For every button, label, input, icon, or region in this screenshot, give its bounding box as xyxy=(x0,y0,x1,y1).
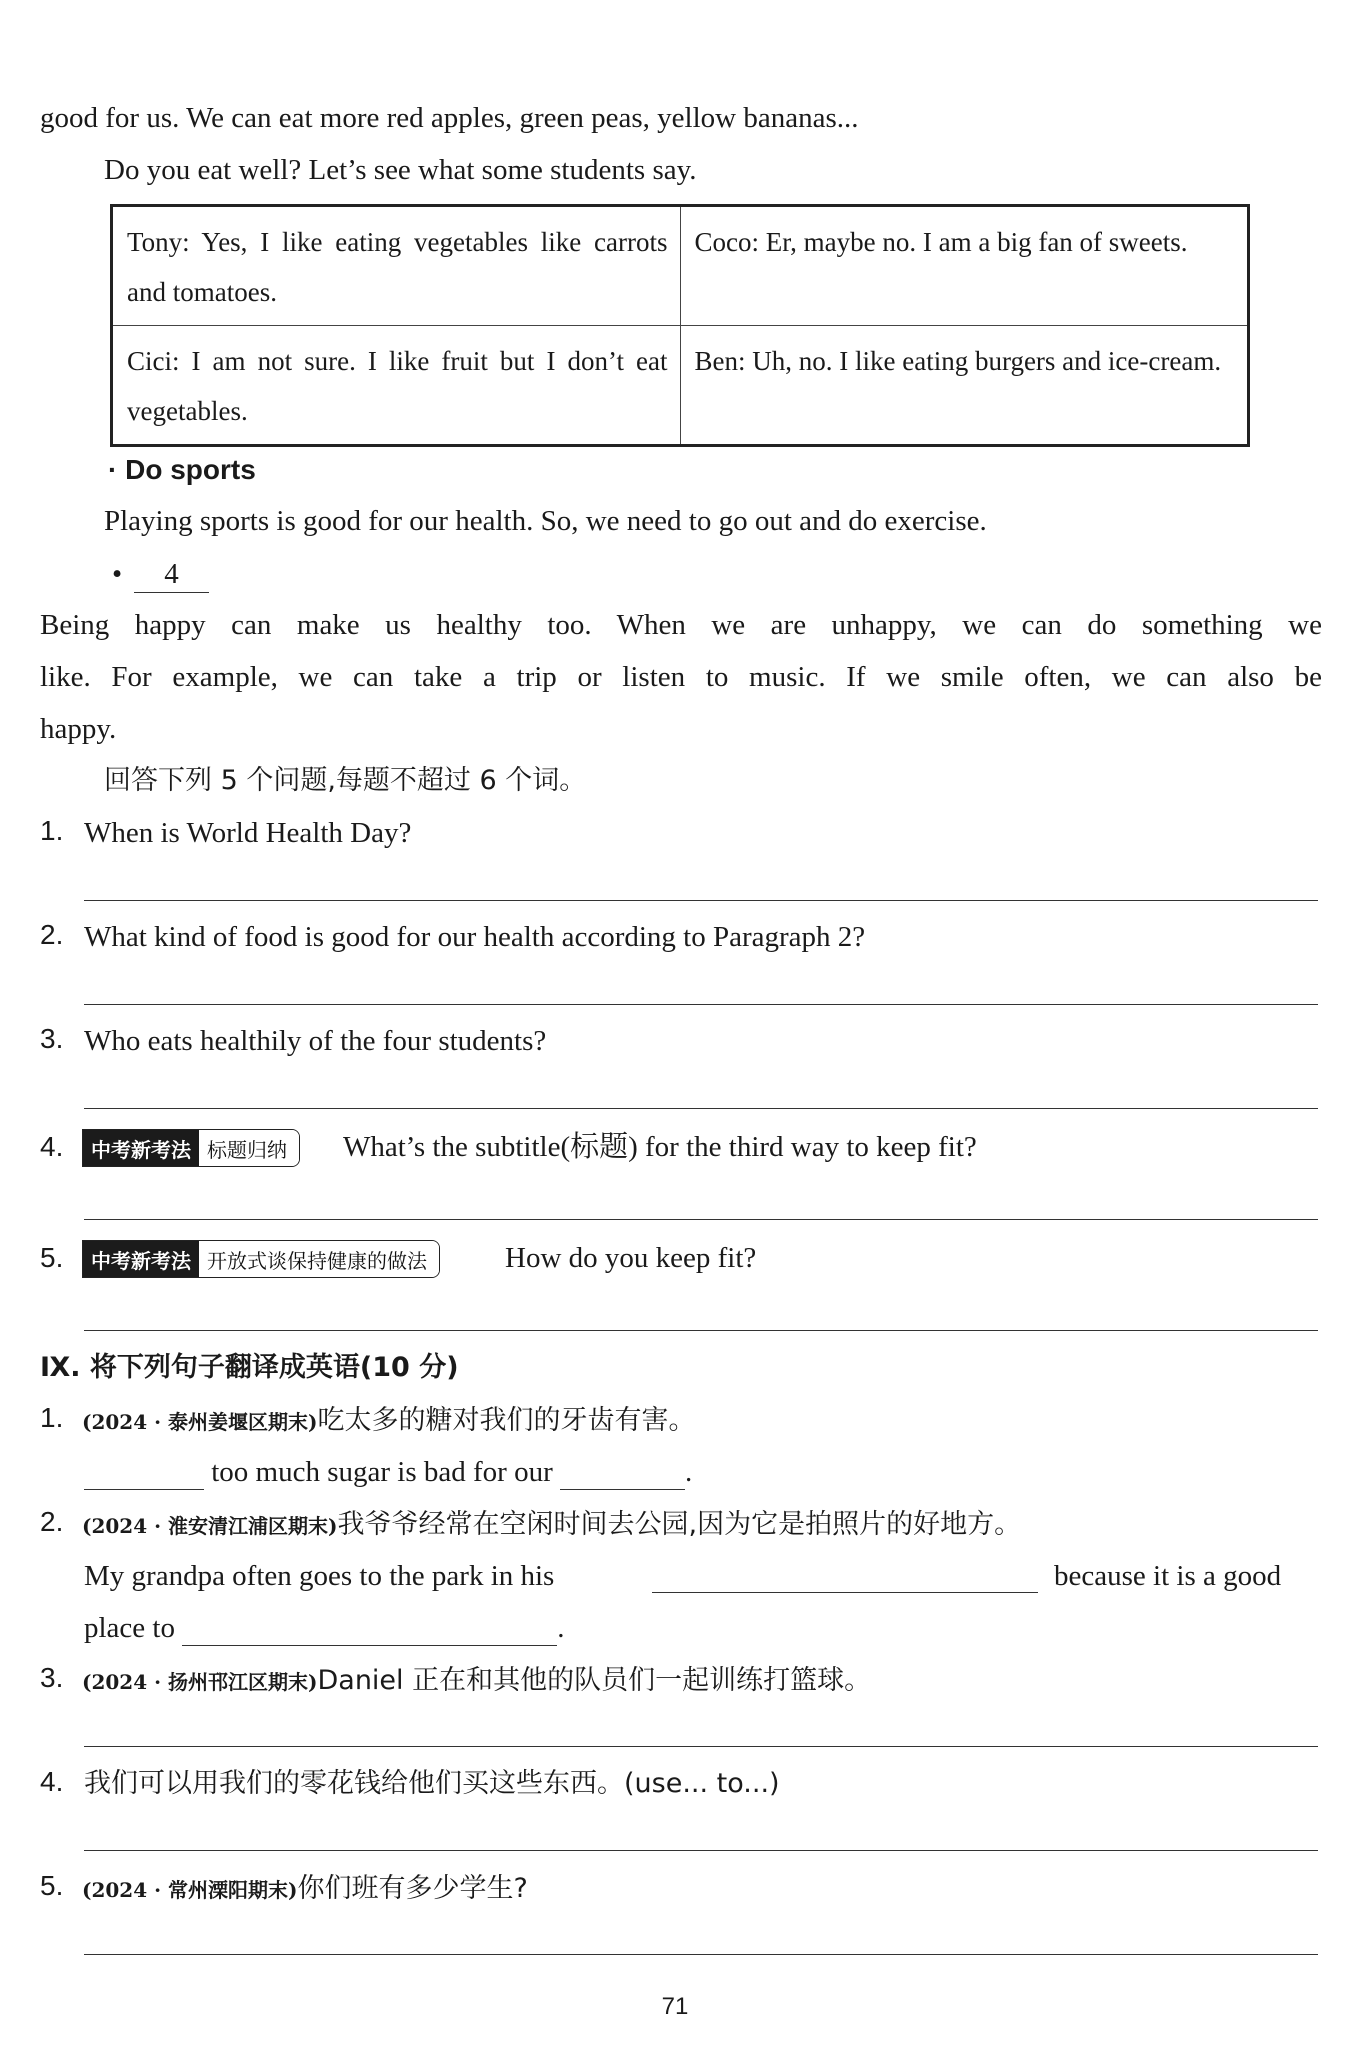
answer-line-5[interactable] xyxy=(84,1330,1318,1331)
sentence-end: . xyxy=(557,1612,565,1644)
translation-4-prompt: 我们可以用我们的零花钱给他们买这些东西。(use... to...) xyxy=(84,1768,780,1799)
answer-line-translation-4[interactable] xyxy=(84,1850,1318,1851)
answer-line-3[interactable] xyxy=(84,1108,1318,1109)
blank-4[interactable]: 4 xyxy=(134,556,209,593)
sentence-end: . xyxy=(685,1456,693,1488)
happy-line-2: like. For example, we can take a trip or listen to music. If we smile often, we can also be xyxy=(40,661,1322,693)
source-label: (2024 · 泰州姜堰区期末) xyxy=(82,1410,318,1434)
table-cell-coco: Coco: Er, maybe no. I am a big fan of sweets. xyxy=(680,206,1249,326)
tag-label-light: 标题归纳 xyxy=(199,1130,299,1166)
answer-line-4[interactable] xyxy=(84,1219,1318,1220)
chinese-sentence: 吃太多的糖对我们的牙齿有害。 xyxy=(317,1405,696,1436)
bullet-4: • xyxy=(112,558,123,590)
question-2-number: 2. xyxy=(40,919,64,950)
table-cell-ben: Ben: Uh, no. I like eating burgers and ice-cream. xyxy=(680,326,1249,446)
question-3-text: Who eats healthily of the four students? xyxy=(84,1025,547,1057)
translation-4-number: 4. xyxy=(40,1766,64,1797)
question-4-number: 4. xyxy=(40,1131,64,1162)
translation-1-prompt xyxy=(82,1402,695,1440)
translation-2-prompt xyxy=(82,1506,1021,1544)
passage-line-top: good for us. We can eat more red apples, green peas, yellow bananas... xyxy=(40,102,859,134)
answer-line-2[interactable] xyxy=(84,1004,1318,1005)
tag-label-light: 开放式谈保持健康的做法 xyxy=(199,1241,439,1277)
translation-2-part-a: My grandpa often goes to the park in his xyxy=(84,1560,555,1592)
table-cell-cici: Cici: I am not sure. I like fruit but I don’t eat vegetables. xyxy=(112,326,681,446)
answer-line-translation-3[interactable] xyxy=(84,1746,1318,1747)
page-number: 71 xyxy=(661,1993,689,2020)
table-cell-tony: Tony: Yes, I like eating vegetables like carrots and tomatoes. xyxy=(112,206,681,326)
answer-line-translation-5[interactable] xyxy=(84,1954,1318,1955)
question-3-number: 3. xyxy=(40,1023,64,1054)
passage-question-line: Do you eat well? Let’s see what some students say. xyxy=(104,154,697,186)
question-5-number: 5. xyxy=(40,1242,64,1273)
question-2-text: What kind of food is good for our health according to Paragraph 2? xyxy=(84,921,866,953)
translation-2-number: 2. xyxy=(40,1506,64,1537)
table-row xyxy=(112,206,1249,326)
table-row xyxy=(112,326,1249,446)
english-fragment: place to xyxy=(84,1612,175,1644)
source-label: (2024 · 淮安清江浦区期末) xyxy=(82,1514,338,1538)
answer-blank[interactable] xyxy=(652,1592,1038,1593)
sports-heading: · Do sports xyxy=(108,454,256,485)
chinese-sentence: Daniel 正在和其他的队员们一起训练打篮球。 xyxy=(317,1665,872,1696)
translation-2-part-c-line xyxy=(84,1610,564,1646)
new-exam-tag-4 xyxy=(82,1129,300,1167)
chinese-sentence: 你们班有多少学生? xyxy=(297,1873,528,1904)
answer-blank[interactable] xyxy=(560,1461,685,1490)
answer-blank[interactable] xyxy=(84,1461,204,1490)
sports-text: Playing sports is good for our health. So, we need to go out and do exercise. xyxy=(104,505,987,537)
translation-2-part-b: because it is a good xyxy=(1054,1560,1282,1592)
translation-5-number: 5. xyxy=(40,1870,64,1901)
translation-1-number: 1. xyxy=(40,1402,64,1433)
question-1-number: 1. xyxy=(40,815,64,846)
section-9-heading: Ⅸ. 将下列句子翻译成英语(10 分) xyxy=(40,1352,459,1383)
answer-line-1[interactable] xyxy=(84,900,1318,901)
translation-1-answer xyxy=(84,1454,692,1490)
translation-5-prompt xyxy=(82,1870,528,1908)
english-fragment: too much sugar is bad for our xyxy=(211,1456,553,1488)
question-1-text: When is World Health Day? xyxy=(84,817,412,849)
question-5-text: How do you keep fit? xyxy=(505,1242,757,1274)
source-label: (2024 · 常州溧阳期末) xyxy=(82,1878,298,1902)
chinese-sentence: 我爷爷经常在空闲时间去公园,因为它是拍照片的好地方。 xyxy=(337,1509,1022,1540)
instructions: 回答下列 5 个问题,每题不超过 6 个词。 xyxy=(104,765,587,796)
tag-label-dark: 中考新考法 xyxy=(83,1130,199,1166)
tag-label-dark: 中考新考法 xyxy=(83,1241,199,1277)
new-exam-tag-5 xyxy=(82,1240,440,1278)
happy-line-1: Being happy can make us healthy too. When we are unhappy, we can do something we xyxy=(40,609,1322,641)
translation-3-number: 3. xyxy=(40,1662,64,1693)
question-4-text: What’s the subtitle(标题) for the third way to keep fit? xyxy=(343,1131,977,1163)
happy-line-3: happy. xyxy=(40,713,117,745)
translation-3-prompt xyxy=(82,1662,871,1700)
student-opinions-table xyxy=(110,204,1250,447)
answer-blank[interactable] xyxy=(182,1617,557,1646)
source-label: (2024 · 扬州邗江区期末) xyxy=(82,1670,318,1694)
